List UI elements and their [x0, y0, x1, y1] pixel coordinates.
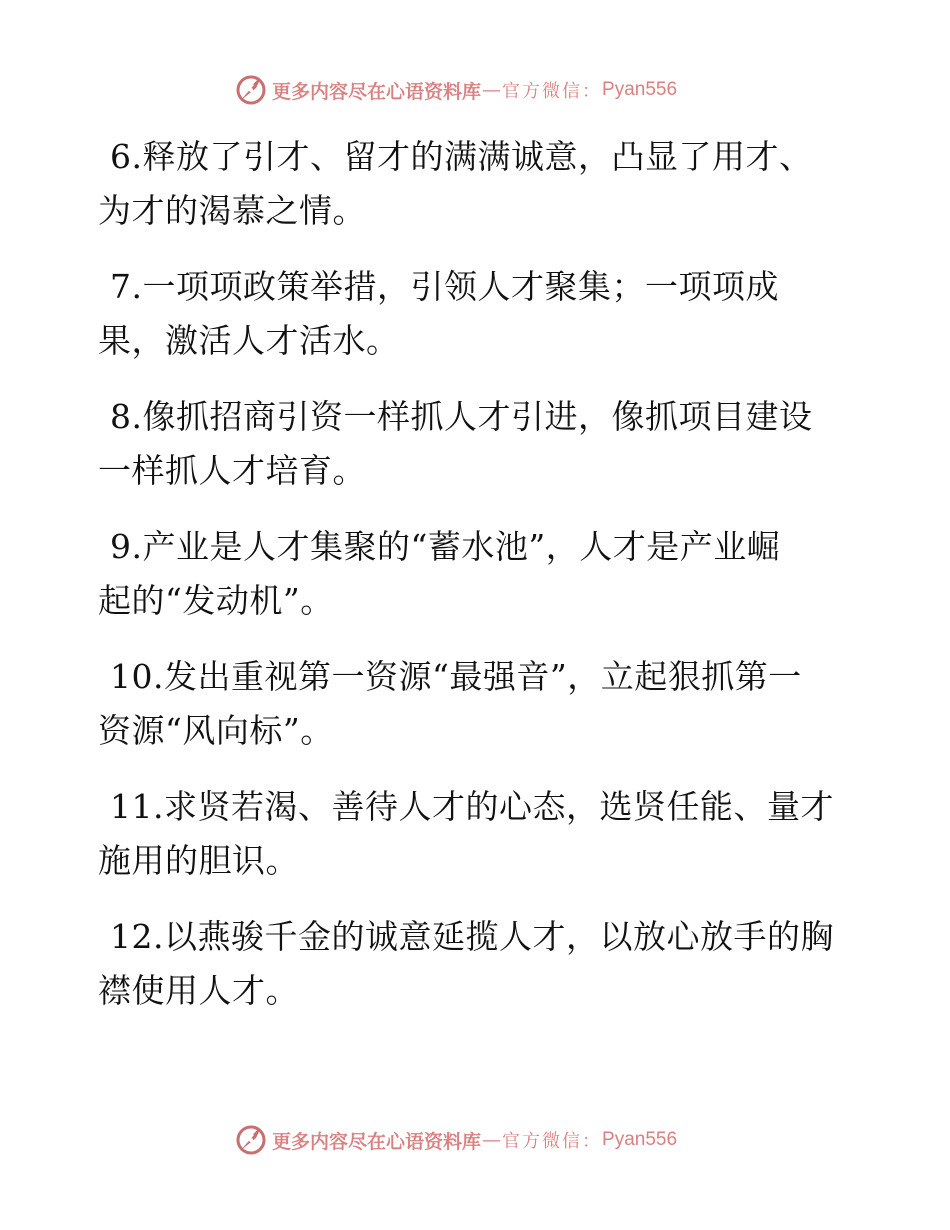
list-item: [98, 780, 858, 888]
list-item: [98, 650, 858, 758]
item-line-1: 8.像抓招商引资一样抓人才引进，像抓项目建设: [110, 397, 813, 436]
header-wechat-label: 官方微信：: [502, 81, 603, 102]
list-item: [98, 910, 858, 1018]
item-line-2: 为才的渴慕之情。: [98, 191, 366, 230]
header-slogan: 更多内容尽在心语资料库: [272, 80, 482, 103]
footer-dash: —: [482, 1129, 502, 1151]
list-item: [98, 520, 858, 628]
document-body: [98, 130, 858, 1040]
item-line-1: 9.产业是人才集聚的“蓄水池”，人才是产业崛: [110, 527, 781, 566]
item-line-2: 果，激活人才活水。: [98, 321, 400, 360]
item-line-1: 11.求贤若渴、善待人才的心态，选贤任能、量才: [110, 787, 834, 826]
header-wechat-id: Pyan556: [602, 79, 678, 100]
item-line-1: 12.以燕骏千金的诚意延揽人才，以放心放手的胸: [110, 917, 834, 956]
pen-nib-logo-icon: [234, 73, 268, 107]
list-item: [98, 130, 858, 238]
header-dash: —: [482, 79, 502, 101]
list-item: [98, 260, 858, 368]
item-line-2: 一样抓人才培育。: [98, 451, 366, 490]
list-item: [98, 390, 858, 498]
item-line-2: 施用的胆识。: [98, 841, 299, 880]
item-line-1: 7.一项项政策举措，引领人才聚集；一项项成: [110, 267, 779, 306]
item-line-2: 襟使用人才。: [98, 971, 299, 1010]
footer-banner: [234, 1122, 677, 1158]
footer-wechat-id: Pyan556: [602, 1129, 678, 1150]
item-line-2: 起的“发动机”。: [98, 581, 334, 620]
pen-nib-logo-icon: [234, 1123, 268, 1157]
item-line-1: 10.发出重视第一资源“最强音”，立起狠抓第一: [110, 657, 802, 696]
header-banner: [234, 72, 677, 108]
item-line-2: 资源“风向标”。: [98, 711, 334, 750]
footer-wechat-label: 官方微信：: [502, 1131, 603, 1152]
item-line-1: 6.释放了引才、留才的满满诚意，凸显了用才、: [110, 137, 813, 176]
footer-slogan: 更多内容尽在心语资料库: [272, 1130, 482, 1153]
